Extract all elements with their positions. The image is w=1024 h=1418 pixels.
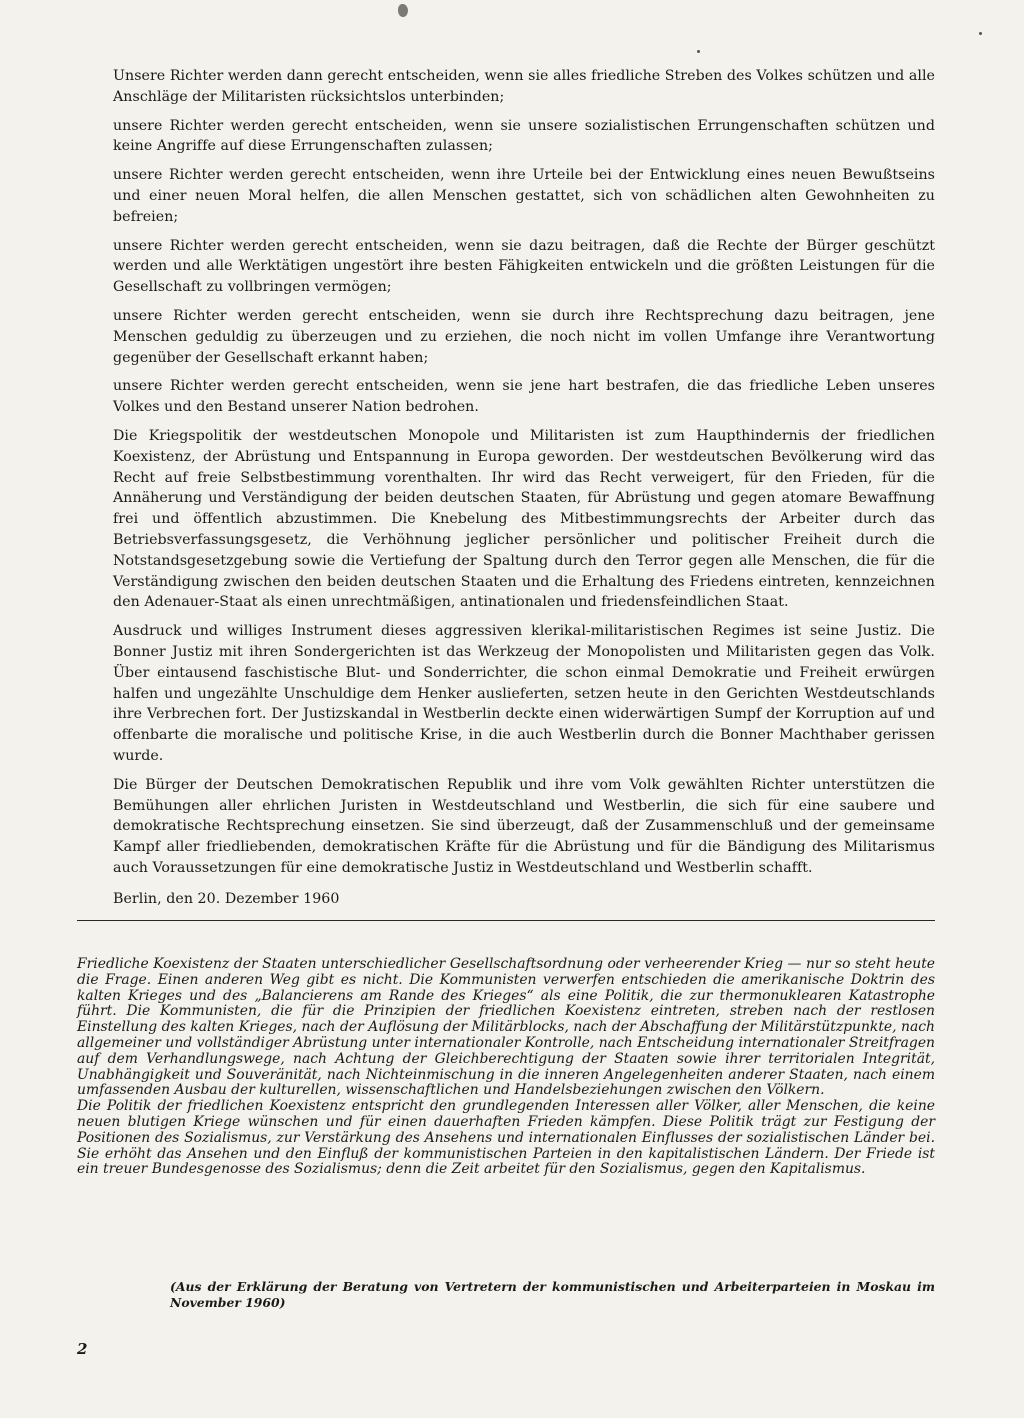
- date-line: Berlin, den 20. Dezember 1960: [113, 890, 340, 907]
- paragraph: Ausdruck und williges Instrument dieses aggressiven klerikal-militaristischen Regimes ist seine Justiz. Die Bonner Justiz mit ihren Sondergerichten ist das Werkzeug der Monopolisten und Militaristen gegen das Volk. Über eintausend faschistische Blut- und Sonderrichter, die schon einmal Demokratie und Freiheit erwürgen halfen und ungezählte Unschuldige dem Henker auslieferten, setzen heute in den Gerichten Westdeutschlands ihre Verbrechen fort. Der Justizskandal in Westberlin deckte einen widerwärtigen Sumpf der Korruption auf und offenbarte die moralische und politische Krise, in die auch Westberlin durch die Bonner Machthaber gerissen wurde.: [113, 623, 935, 764]
- quote-box: [77, 957, 935, 1178]
- paragraph: unsere Richter werden gerecht entscheiden, wenn sie durch ihre Rechtsprechung dazu beitragen, jene Menschen geduldig zu überzeugen und zu erziehen, die noch nicht im vollen Umfange ihre Verantwortung gegenüber der Gesellschaft erkannt haben;: [113, 307, 935, 366]
- paragraph: Die Bürger der Deutschen Demokratischen Republik und ihre vom Volk gewählten Richter unterstützen die Bemühungen aller ehrlichen Juristen in Westdeutschland und Westberlin, die sich für eine saubere und demokratische Rechtsprechung einsetzen. Sie sind überzeugt, daß der Zusammenschluß und der gemeinsame Kampf aller friedliebenden, demokratischen Kräfte für die Abrüstung und für die Bändigung des Militarismus auch Voraussetzungen für eine demokratische Justiz in Westdeutschland und Westberlin schafft.: [113, 776, 935, 876]
- paragraph: Unsere Richter werden dann gerecht entscheiden, wenn sie alles friedliche Streben des Volkes schützen und alle Anschläge der Militaristen rücksichtslos unterbinden;: [113, 68, 935, 105]
- ink-speck: [697, 50, 700, 53]
- paragraph: unsere Richter werden gerecht entscheiden, wenn sie jene hart bestrafen, die das friedliche Leben unseres Volkes und den Bestand unserer Nation bedrohen.: [113, 378, 935, 416]
- main-text: [113, 66, 935, 917]
- ink-smudge: [398, 4, 408, 17]
- quote-paragraph: Die Politik der friedlichen Koexistenz entspricht den grundlegenden Interessen aller Völker, aller Menschen, die keine neuen blutigen Kriege wünschen und für einen dauerhaften Frieden kämpfen. Diese Politik trägt zur Festigung der Positionen des Sozialismus, zur Verstärkung des Ansehens und internationalen Einflusses der sozialistischen Länder bei. Sie erhöht das Ansehen und den Einfluß der kommunistischen Parteien in den kapitalistischen Ländern. Der Friede ist ein treuer Bundesgenosse des Sozialismus; denn die Zeit arbeitet für den Sozialismus, gegen den Kapitalismus.: [77, 1098, 935, 1178]
- paragraph: Die Kriegspolitik der westdeutschen Monopole und Militaristen ist zum Haupthindernis der friedlichen Koexistenz, der Abrüstung und Entspannung in Europa geworden. Der westdeutschen Bevölkerung wird das Recht auf freie Selbstbestimmung vorenthalten. Ihr wird das Recht verweigert, für den Frieden, für die Annäherung und Verständigung der beiden deutschen Staaten, für Abrüstung und gegen atomare Bewaffnung frei und öffentlich abzustimmen. Die Knebelung des Mitbestimmungsrechts der Arbeiter durch das Betriebsverfassungsgesetz, die Verhöhnung jeglicher persönlicher und politischer Freiheit durch die Notstandsgesetzgebung sowie die Vertiefung der Spaltung durch den Terror gegen alle Menschen, die für die Verständigung zwischen den beiden deutschen Staaten und die Erhaltung des Friedens eintreten, kennzeichnen den Adenauer-Staat als einen unrechtmäßigen, antinationalen und friedensfeindlichen Staat.: [113, 427, 935, 611]
- paragraph: unsere Richter werden gerecht entscheiden, wenn ihre Urteile bei der Entwicklung eines neuen Bewußtseins und einer neuen Moral helfen, die allen Menschen gestattet, sich von schädlichen alten Gewohnheiten zu befreien;: [113, 167, 935, 225]
- divider: [77, 920, 935, 921]
- page-number: 2: [77, 1340, 88, 1358]
- paragraph: unsere Richter werden gerecht entscheiden, wenn sie unsere sozialistischen Errungenschaften schützen und keine Angriffe auf diese Errungenschaften zulassen;: [113, 117, 935, 155]
- quote-paragraph: Friedliche Koexistenz der Staaten unterschiedlicher Gesellschaftsordnung oder verheerender Krieg — nur so steht heute die Frage. Einen anderen Weg gibt es nicht. Die Kommunisten verwerfen entschieden die amerikanische Doktrin des kalten Krieges und des „Balancierens am Rande des Krieges“ als eine Politik, die zur thermonuklearen Katastrophe führt. Die Kommunisten, die für die Prinzipien der friedlichen Koexistenz eintreten, streben nach der restlosen Einstellung des kalten Krieges, nach der Auflösung der Militärblocks, nach der Abschaffung der Militärstützpunkte, nach allgemeiner und vollständiger Abrüstung unter internationaler Kontrolle, nach Entscheidung internationaler Streitfragen auf dem Verhandlungswege, nach Achtung der Gleichberechtigung der Staaten sowie ihrer territorialen Integrität, Unabhängigkeit und Souveränität, nach Nichteinmischung in die inneren Angelegenheiten anderer Staaten, nach einem umfassenden Ausbau der kulturellen, wissenschaftlichen und Handelsbeziehungen zwischen den Völkern.: [77, 956, 935, 1099]
- ink-speck: [979, 32, 982, 35]
- source-text: (Aus der Erklärung der Beratung von Vertretern der kommunistischen und Arbeiterparteien in Moskau im November 1960): [170, 1279, 935, 1310]
- paragraph: unsere Richter werden gerecht entscheiden, wenn sie dazu beitragen, daß die Rechte der Bürger geschützt werden und alle Werktätigen ungestört ihre besten Fähigkeiten entwickeln und die größten Leistungen für die Gesellschaft zu vollbringen vermögen;: [113, 237, 935, 296]
- quote-source: [170, 1279, 935, 1311]
